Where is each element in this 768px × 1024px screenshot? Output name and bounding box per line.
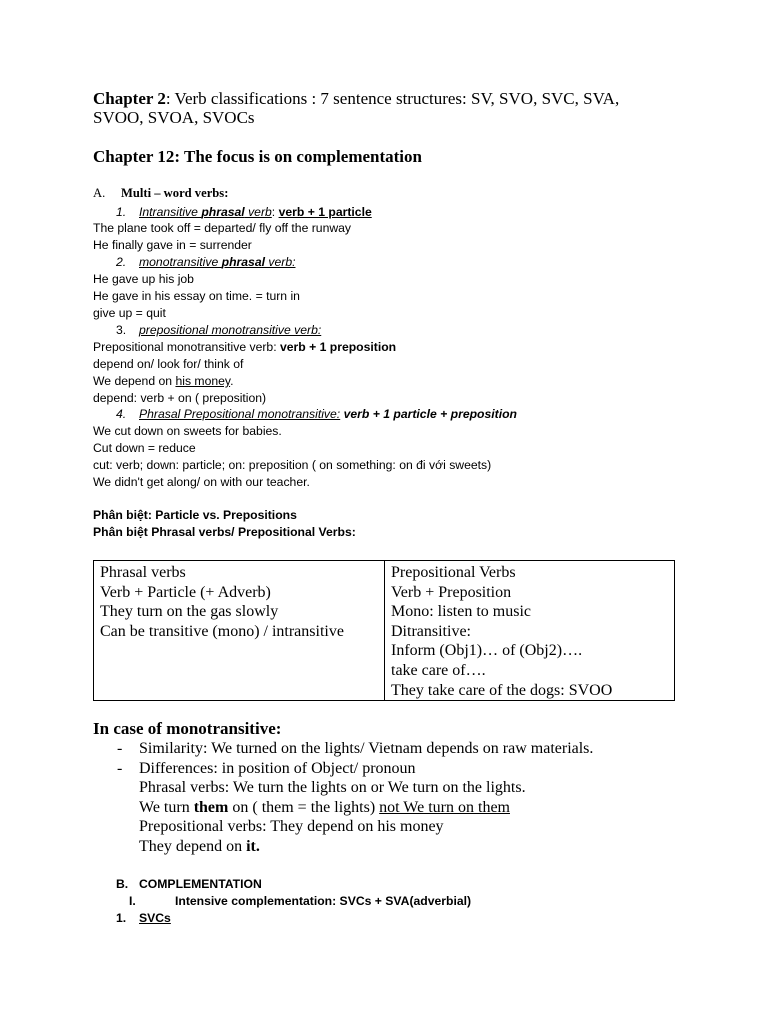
item2-heading [139,254,295,270]
example-line: He gave in his essay on time. = turn in [93,289,300,303]
table-cell-line: Mono: listen to music [391,603,531,621]
chapter2-text: : Verb classifications : 7 sentence structures: SV, SVO, SVC, SVA, [165,89,620,108]
item1-phrasal: phrasal [201,205,245,219]
chapter2-label: Chapter 2 [93,89,166,108]
depend-bold: it. [246,838,260,855]
chapter2-line1 [93,89,619,109]
item3-label: prepositional monotransitive verb: [139,323,322,337]
intensive-complementation-line: Intensive complementation: SVCs + SVA(adverbial) [175,894,472,908]
section-a-marker: A. [93,186,106,200]
item1-number: 1. [116,205,127,219]
turn-them-on-line [139,798,510,818]
example-line: He finally gave in = surrender [93,238,252,252]
similarity-line: Similarity: We turned on the lights/ Vietnam depends on raw materials. [139,740,594,757]
item2-verb: verb: [265,255,296,269]
example-line: cut: verb; down: particle; on: preposition ( on something: on đi với sweets) [93,458,492,472]
table-cell-line: Can be transitive (mono) / intransitive [100,622,344,640]
item4-rule: verb + 1 particle + preposition [340,407,517,421]
comparison-table [93,560,675,701]
example-line: Cut down = reduce [93,441,196,455]
item1-verb: verb [244,205,272,219]
table-cell-line: Prepositional Verbs [391,564,516,581]
item4-label: Phrasal Prepositional monotransitive: [139,407,341,421]
item3-rule: verb + 1 preposition [279,340,397,354]
monotransitive-heading: In case of monotransitive: [93,719,282,738]
table-cell-line: Phrasal verbs [100,564,186,581]
phrasal-example-line: Phrasal verbs: We turn the lights on or We turn on the lights. [139,779,526,796]
turn-underlined: not We turn on them [379,799,510,816]
distinguish-line1: Phân biệt: Particle vs. Prepositions [93,508,297,522]
item2-phrasal: phrasal [221,255,265,269]
item2-label: monotransitive [139,255,222,269]
differences-line: Differences: in position of Object/ pronoun [139,760,416,777]
svcs-number: 1. [116,911,127,925]
example-line: We didn't get along/ on with our teacher. [93,475,310,489]
turn-bold: them [193,799,229,816]
item1-rule: verb + 1 particle [278,205,372,219]
example-suffix: . [230,374,234,388]
example-line: depend: verb + on ( preposition) [93,391,267,405]
example-line: The plane took off = departed/ fly off the runway [93,221,352,235]
svcs-heading: SVCs [139,911,171,925]
turn-mid: on ( them = the lights) [228,799,380,816]
example-prefix: We depend on [93,374,176,388]
bullet-dash: - [117,760,123,777]
item4-heading [139,406,517,422]
item3-rule-line [93,339,396,355]
table-cell-line: Verb + Preposition [391,583,512,601]
table-cell-line: They turn on the gas slowly [100,603,279,621]
table-row [94,561,675,701]
example-line: We cut down on sweets for babies. [93,424,282,438]
section-b-marker: B. [116,877,129,891]
roman-one-marker: I. [129,894,136,908]
chapter2-line2: SVOO, SVOA, SVOCs [93,108,255,127]
item3-rule-prefix: Prepositional monotransitive verb: [93,340,280,354]
phrasal-verbs-cell [94,561,385,701]
distinguish-line2: Phân biệt Phrasal verbs/ Prepositional Verbs: [93,525,356,539]
chapter12-title: Chapter 12: The focus is on complementation [93,147,422,166]
table-cell-line: take care of…. [391,661,486,679]
item4-number: 4. [116,407,127,421]
section-a-title: Multi – word verbs: [121,186,229,200]
example-line: give up = quit [93,306,166,320]
item1-heading [139,204,372,220]
prep-example-line: Prepositional verbs: They depend on his money [139,818,444,835]
table-cell-line: They take care of the dogs: SVOO [391,681,613,699]
table-cell-line: Verb + Particle (+ Adverb) [100,583,271,601]
item1-colon: : [271,205,279,219]
prepositional-verbs-cell [385,561,675,701]
depend-prefix: They depend on [139,838,247,855]
bullet-dash: - [117,740,123,757]
turn-prefix: We turn [139,799,194,816]
section-b-title: COMPLEMENTATION [139,877,262,891]
table-cell-line: Ditransitive: [391,622,471,640]
example-underlined: his money [175,374,231,388]
example-line [93,373,233,389]
example-line: He gave up his job [93,272,194,286]
depend-on-it-line [139,837,260,857]
example-line: depend on/ look for/ think of [93,357,244,371]
item1-label: Intransitive [139,205,202,219]
item3-number: 3. [116,323,127,337]
table-cell-line: Inform (Obj1)… of (Obj2)…. [391,642,583,660]
item2-number: 2. [116,255,127,269]
